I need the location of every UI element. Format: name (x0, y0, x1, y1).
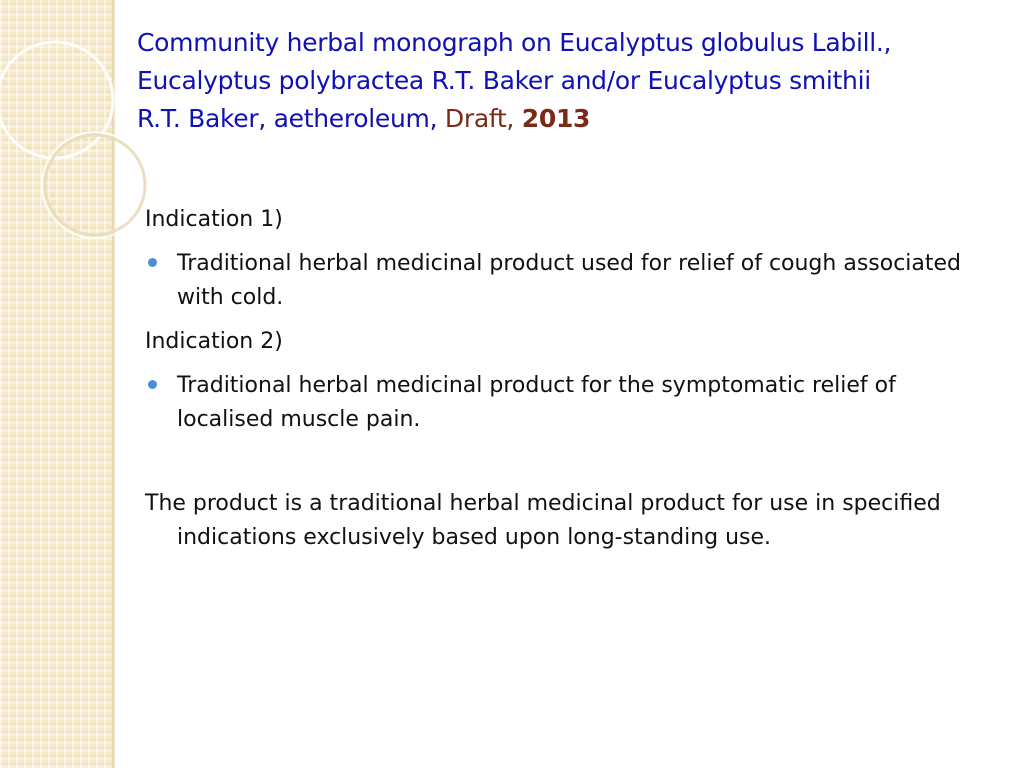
indication-1-bullet (145, 247, 965, 315)
closing-paragraph: The product is a traditional herbal medicinal product for use in specified indications exclusively based upon long-standing use. (145, 491, 941, 550)
bullet-icon (148, 380, 157, 389)
bullet-icon (148, 258, 157, 267)
indication-1-heading: Indication 1) (145, 207, 283, 232)
indication-2-heading: Indication 2) (145, 329, 283, 354)
title-draft: Draft, (444, 104, 515, 133)
slide-title (137, 24, 917, 138)
spacer (145, 447, 965, 487)
indication-2-text: Traditional herbal medicinal product for the symptomatic relief of localised muscle pain. (177, 373, 896, 432)
decorative-circles (0, 0, 160, 260)
title-year: 2013 (521, 104, 591, 133)
indication-2-bullet (145, 369, 965, 437)
title-main: Community herbal monograph on Eucalyptus globulus Labill., Eucalyptus polybractea R.T. Baker and/or Eucalyptus smithii R.T. Baker, aetheroleum, (137, 28, 892, 133)
slide-content (145, 203, 965, 555)
indication-1-text: Traditional herbal medicinal product used for relief of cough associated with cold. (177, 251, 962, 310)
